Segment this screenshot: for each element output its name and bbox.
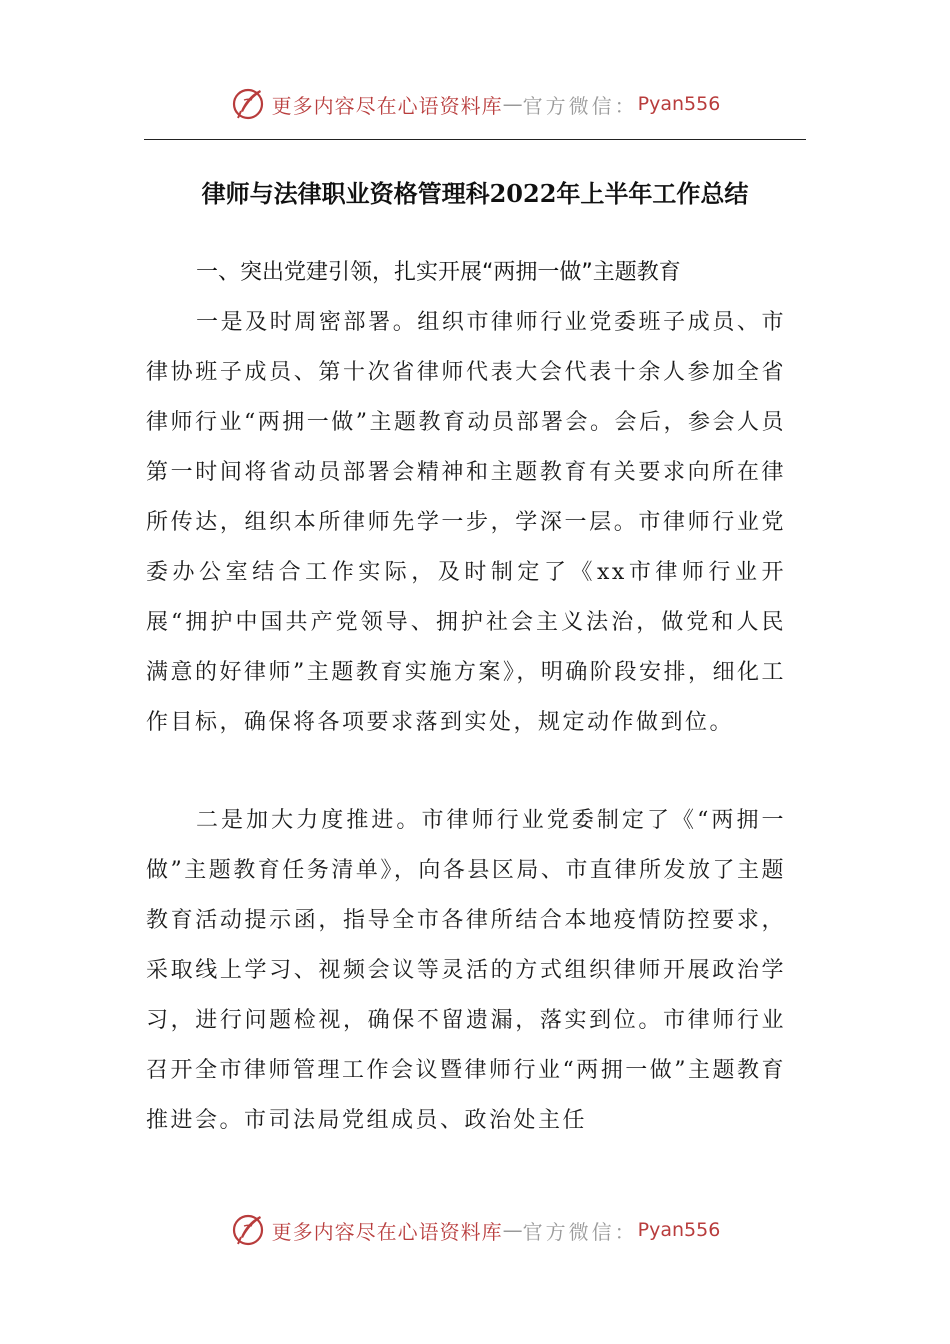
section-heading: 一、突出党建引领，扎实开展“两拥一做”主题教育	[196, 260, 681, 285]
header-watermark-banner	[0, 84, 950, 124]
banner-wechat-label: 官方微信：	[522, 1219, 638, 1244]
quill-in-circle-icon	[230, 86, 266, 122]
banner-wechat-label: 官方微信：	[522, 93, 638, 118]
footer-watermark-banner	[0, 1210, 950, 1250]
body-paragraph-2: 二是加大力度推进。市律师行业党委制定了《“两拥一做”主题教育任务清单》，向各县区局、市直律所发放了主题教育活动提示函，指导全市各律所结合本地疫情防控要求，采取线上学习、视频会议等灵活的方式组织律师开展政治学习，进行问题检视，确保不留遗漏，落实到位。市律师行业召开全市律师管理工作会议暨律师行业“两拥一做”主题教育推进会。市司法局党组成员、政治处主任	[146, 808, 786, 1133]
banner-site-text: 更多内容尽在心语资料库	[271, 93, 503, 118]
quill-in-circle-icon	[230, 1212, 266, 1248]
banner-wechat-id: Pyan556	[637, 93, 721, 115]
banner-separator: —	[502, 92, 523, 116]
banner-site-text: 更多内容尽在心语资料库	[271, 1219, 503, 1244]
banner-wechat-id: Pyan556	[637, 1219, 721, 1241]
banner-separator: —	[502, 1218, 523, 1242]
body-paragraph-1: 一是及时周密部署。组织市律师行业党委班子成员、市律协班子成员、第十次省律师代表大会代表十余人参加全省律师行业“两拥一做”主题教育动员部署会。会后，参会人员第一时间将省动员部署会精神和主题教育有关要求向所在律所传达，组织本所律师先学一步，学深一层。市律师行业党委办公室结合工作实际，及时制定了《xx市律师行业开展“拥护中国共产党领导、拥护社会主义法治，做党和人民满意的好律师”主题教育实施方案》，明确阶段安排，细化工作目标，确保将各项要求落到实处，规定动作做到位。	[146, 310, 786, 735]
header-divider	[144, 139, 806, 140]
document-title: 律师与法律职业资格管理科2022年上半年工作总结	[201, 179, 749, 208]
